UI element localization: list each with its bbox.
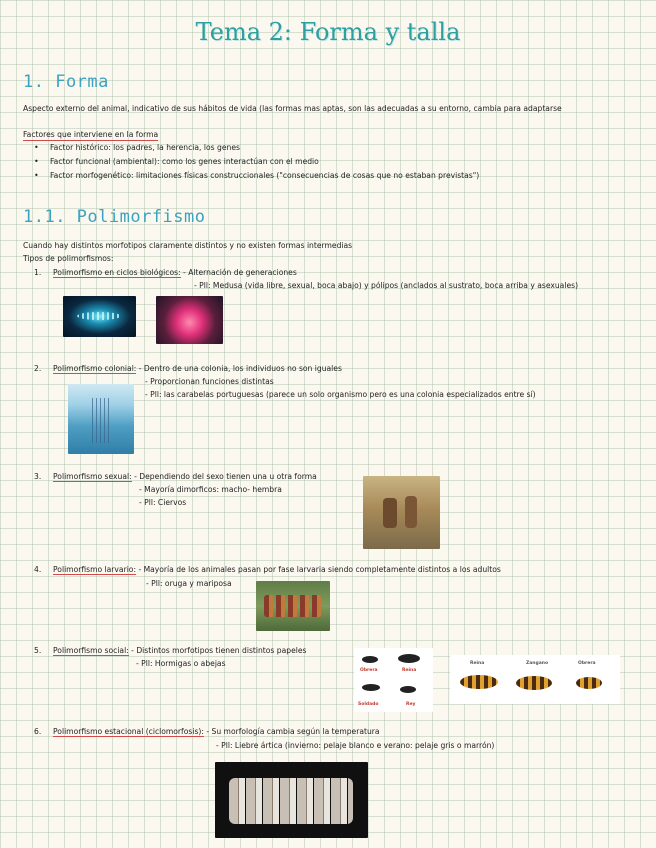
polimorfismo-item-5: 5. Polimorfismo social: - Distintos morfotipos tienen distintos papeles [34, 646, 307, 655]
polimorfismo-item-4: 4. Polimorfismo larvario: - Mayoría de los animales pasan por fase larvaria siendo completamente distintos a los adultos [34, 565, 501, 574]
item-1-line: - Pll: Medusa (vida libre, sexual, boca abajo) y pólipos (anclados al sustrato, boca arriba y asexuales) [194, 281, 579, 290]
item-4-line: - Pll: oruga y mariposa [146, 579, 232, 588]
item-3-line: - Pll: Ciervos [139, 498, 187, 507]
bee-castes-image: Reina Zangano Obrera [450, 655, 620, 704]
polimorfismo-intro: Cuando hay distintos morfotipos claramente distintos y no existen formas intermedias [23, 241, 353, 250]
item-3-line: - Mayoría dimorficos: macho- hembra [139, 485, 282, 494]
item-6-line: - Pll: Liebre ártica (invierno: pelaje blanco e verano: pelaje gris o marrón) [216, 741, 495, 750]
page-title: Tema 2: Forma y talla [195, 18, 461, 46]
factor-item: • Factor histórico: los padres, la herencia, los genes [50, 143, 240, 153]
polimorfismo-item-6: 6. Polimorfismo estacional (ciclomorfosis): - Su morfología cambia según la temperatura [34, 727, 380, 736]
arctic-hare-image [215, 762, 368, 838]
medusa-image [63, 296, 136, 337]
polimorfismo-item-1: 1. Polimorfismo en ciclos biológicos: - Alternación de generaciones [34, 268, 297, 277]
factors-title: Factores que interviene en la forma [23, 130, 159, 139]
polimorfismo-item-2: 2. Polimorfismo colonial: - Dentro de una colonia, los individuos no son iguales [34, 364, 342, 373]
section-heading-polimorfismo: 1.1. Polimorfismo [23, 207, 206, 227]
item-5-line: - Pll: Hormigas o abejas [136, 659, 226, 668]
polimorfismo-item-3: 3. Polimorfismo sexual: - Dependiendo del sexo tienen una u otra forma [34, 472, 317, 481]
section-heading-forma: 1. Forma [23, 72, 109, 92]
ant-castes-image: Obrera Reina Soldado Rey [354, 648, 433, 712]
polyp-image [156, 296, 223, 344]
forma-definition: Aspecto externo del animal, indicativo de sus hábitos de vida (las formas mas aptas, son las adecuadas a su entorno, cambia para adaptarse [23, 104, 562, 113]
factor-item: • Factor morfogenético: limitaciones físicas construccionales ("consecuencias de cosas que no estaban previstas") [50, 171, 479, 181]
caterpillar-butterfly-image [256, 581, 330, 631]
item-2-line: - Proporcionan funciones distintas [145, 377, 274, 386]
factor-item: • Factor funcional (ambiental): como los genes interactúan con el medio [50, 157, 319, 167]
item-2-line: - Pll: las carabelas portuguesas (parece un solo organismo pero es una colonia especializados entre sí) [145, 390, 536, 399]
types-label: Tipos de polimorfismos: [23, 254, 114, 263]
deer-image [363, 476, 440, 549]
portuguese-man-o-war-image [68, 384, 134, 454]
